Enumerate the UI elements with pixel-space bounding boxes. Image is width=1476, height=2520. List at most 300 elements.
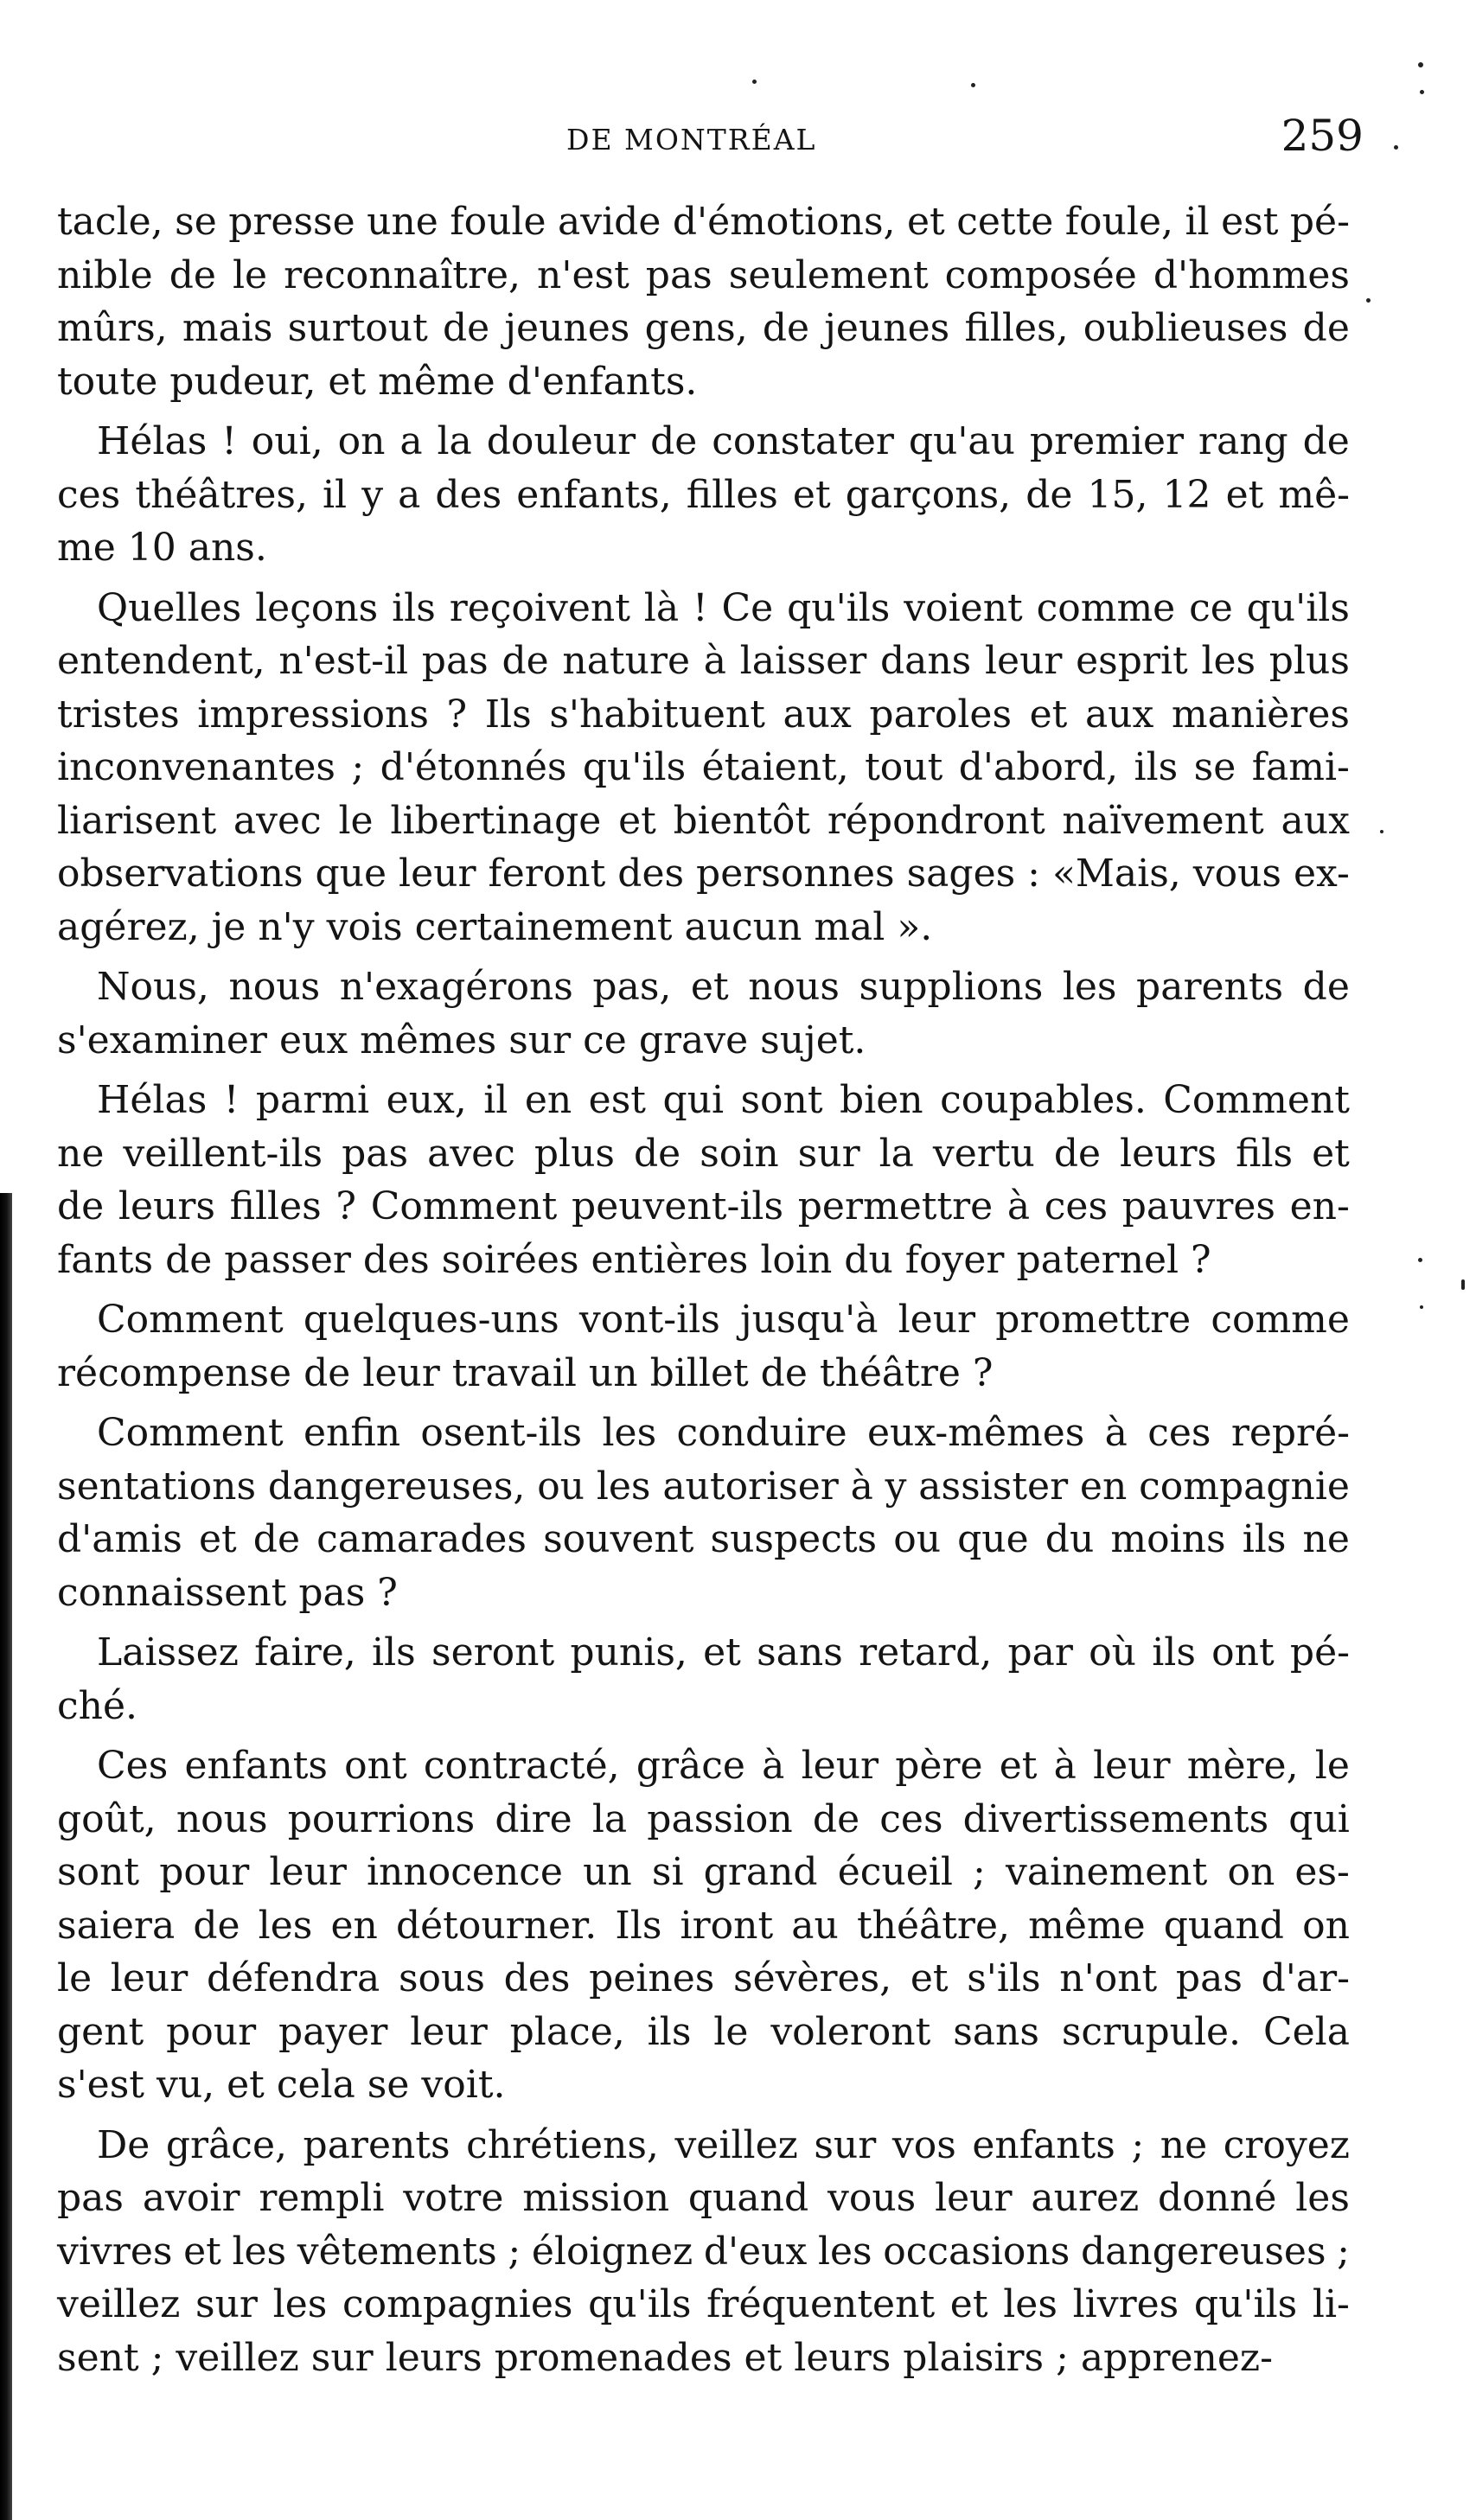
page-binding-edge — [0, 1193, 12, 2520]
word: théâtres, — [135, 472, 308, 517]
word: ; — [1337, 2229, 1350, 2274]
word: souvent — [543, 1517, 694, 1561]
word: veillez — [57, 2282, 181, 2326]
text-line — [57, 415, 1350, 469]
word: ex- — [1293, 852, 1350, 896]
word: de — [812, 1796, 860, 1841]
word: ils — [1152, 1630, 1196, 1675]
text-line: récompense de leur travail un billet de théâtre ? — [57, 1350, 994, 1395]
word: surtout — [287, 306, 428, 350]
word: es- — [1294, 1850, 1350, 1894]
text-line: fants de passer des soirées entières loin du foyer paternel ? — [57, 1237, 1211, 1282]
word: grâce, — [165, 2122, 287, 2167]
word: aux — [783, 692, 852, 737]
word: dans — [879, 639, 972, 683]
word: les — [232, 2229, 287, 2274]
word: foule — [450, 200, 546, 244]
word: goût, — [57, 1796, 157, 1841]
word: Hélas — [97, 419, 208, 463]
word: et — [690, 965, 729, 1009]
word: croyez — [1223, 2122, 1350, 2167]
word: détourner. — [395, 1903, 597, 1948]
word: à — [762, 1744, 785, 1788]
word: sous — [398, 1956, 485, 2000]
word: sentations — [57, 1464, 257, 1509]
word: repré- — [1230, 1411, 1350, 1455]
word: occasions — [883, 2229, 1070, 2274]
scan-speck — [1418, 1258, 1422, 1262]
word: presse — [228, 200, 355, 244]
word: aurez — [1031, 2176, 1140, 2220]
word: comme — [1211, 1298, 1350, 1342]
word: conduire — [676, 1411, 847, 1455]
word: ils — [647, 2009, 692, 2054]
text-line — [57, 2172, 1350, 2225]
word: qu'ils — [1246, 585, 1350, 630]
word: Nous, — [97, 965, 209, 1009]
paragraph-gap — [57, 954, 1350, 960]
word: rempli — [259, 2176, 385, 2220]
paragraph-gap — [57, 2112, 1350, 2119]
paragraph-gap — [57, 1619, 1350, 1626]
word: mê- — [1278, 472, 1350, 517]
word: Ils — [615, 1903, 662, 1948]
word: enfin — [304, 1411, 401, 1455]
word: pas — [57, 2176, 124, 2220]
word: Comment — [97, 1298, 284, 1342]
word: manières — [1171, 692, 1350, 737]
word: de — [443, 306, 490, 350]
word: Hélas — [97, 1078, 208, 1122]
word: assister — [918, 1464, 1069, 1509]
word: «Mais, — [1051, 852, 1181, 896]
word: leçons — [255, 585, 379, 630]
word: pourrions — [287, 1796, 476, 1841]
word: sans — [953, 2009, 1039, 2054]
scan-speck — [1380, 830, 1383, 833]
word: a — [399, 419, 423, 463]
word: ; — [508, 2229, 521, 2274]
text-line: agérez, je n'y vois certainement aucun mal ». — [57, 904, 933, 949]
word: enfants, — [516, 472, 672, 517]
word: compagnies — [342, 2282, 573, 2326]
word: vainement — [1006, 1850, 1208, 1894]
word: pour — [166, 2009, 257, 2054]
word: pas — [421, 639, 489, 683]
word: et — [183, 2229, 221, 2274]
word: li- — [1312, 2282, 1350, 2326]
word: entendent, — [57, 639, 265, 683]
word: pas — [645, 252, 712, 297]
word: nous — [748, 965, 840, 1009]
word: qui — [662, 1078, 725, 1122]
text-line — [57, 195, 1350, 249]
word: coupables. — [940, 1078, 1147, 1122]
body-text — [57, 195, 1350, 2384]
word: qu'ils — [588, 2282, 692, 2326]
text-line — [57, 1513, 1350, 1566]
word: grand — [703, 1850, 818, 1894]
word: retard, — [859, 1630, 993, 1675]
word: naïvement — [1062, 798, 1264, 843]
word: bien — [840, 1078, 923, 1122]
word: les — [272, 2282, 328, 2326]
text-line — [57, 1407, 1350, 1460]
word: le — [57, 1956, 93, 2000]
text-line — [57, 847, 1350, 901]
text-line — [57, 1739, 1350, 1793]
word: seront — [431, 1630, 555, 1675]
word: personnes — [696, 852, 895, 896]
paragraph-gap — [57, 1067, 1350, 1074]
text-line — [57, 741, 1350, 794]
word: répondront — [827, 798, 1045, 843]
text-line — [57, 794, 1350, 848]
word: y — [361, 472, 384, 517]
word: contracté, — [423, 1744, 620, 1788]
word: pas — [342, 1131, 409, 1176]
word: : — [1027, 852, 1040, 896]
text-line — [57, 1899, 1350, 1953]
word: tristes — [57, 692, 180, 737]
word: ; — [1131, 2122, 1145, 2167]
word: gent — [57, 2009, 144, 2054]
word: on — [1302, 1903, 1350, 1948]
word: s'ils — [967, 1956, 1041, 2000]
word: ont — [1211, 1630, 1275, 1675]
word: Ce — [721, 585, 774, 630]
word: promettre — [995, 1298, 1192, 1342]
word: douleur — [486, 419, 636, 463]
word: ne — [57, 1131, 105, 1176]
text-line — [57, 2119, 1350, 2172]
word: et — [792, 472, 831, 517]
word: les — [1003, 2282, 1057, 2326]
word: fils — [1236, 1131, 1294, 1176]
text-line — [57, 1793, 1350, 1847]
word: compagnie — [1139, 1464, 1350, 1509]
word: pauvres — [1121, 1184, 1275, 1228]
word: voient — [904, 585, 1023, 630]
word: et — [999, 1744, 1038, 1788]
word: se — [1193, 745, 1236, 789]
text-line — [57, 2006, 1350, 2059]
word: pour — [159, 1850, 250, 1894]
word: les — [817, 2229, 872, 2274]
word: ; — [351, 745, 365, 789]
word: sur — [814, 2122, 877, 2167]
word: leur — [1093, 1744, 1171, 1788]
word: quelques-uns — [303, 1298, 559, 1342]
word: d'hommes — [1153, 252, 1350, 297]
word: la — [879, 1131, 914, 1176]
word: autoriser — [662, 1464, 839, 1509]
word: soin — [700, 1131, 779, 1176]
word: d'amis — [57, 1517, 182, 1561]
word: vous — [827, 2176, 917, 2220]
word: leur — [110, 1956, 188, 2000]
word: mûrs, — [57, 306, 168, 350]
word: ou — [537, 1464, 585, 1509]
paragraph-gap — [57, 1286, 1350, 1293]
word: dire — [495, 1796, 572, 1841]
word: voleront — [770, 2009, 931, 2054]
word: parents — [1136, 965, 1284, 1009]
text-line: me 10 ans. — [57, 526, 267, 570]
word: de — [193, 1903, 240, 1948]
word: parents — [303, 2122, 450, 2167]
word: ils — [392, 585, 436, 630]
word: et — [1225, 472, 1264, 517]
word: les — [1295, 2176, 1350, 2220]
word: le — [338, 798, 374, 843]
word: filles — [229, 1184, 322, 1228]
word: ce — [1189, 585, 1233, 630]
scan-speck — [971, 83, 975, 87]
word: qui — [1288, 1796, 1350, 1841]
word: feront — [488, 852, 606, 896]
word: ? — [446, 692, 468, 737]
word: divertissements — [962, 1796, 1269, 1841]
word: est — [588, 1078, 646, 1122]
text-line: connaissent pas ? — [57, 1570, 398, 1615]
word: inconvenantes — [57, 745, 335, 789]
text-line — [57, 1074, 1350, 1127]
word: il — [483, 1078, 508, 1122]
word: constater — [712, 419, 894, 463]
word: enfants — [972, 2122, 1115, 2167]
word: avec — [427, 1131, 515, 1176]
word: tacle, — [57, 200, 163, 244]
text-line — [57, 302, 1350, 355]
scan-speck — [752, 80, 757, 84]
word: ne — [1160, 2122, 1208, 2167]
word: d'eux — [703, 2229, 808, 2274]
word: d'abord, — [958, 745, 1119, 789]
word: en — [330, 1903, 378, 1948]
word: 12 — [1162, 472, 1211, 517]
text-line — [57, 1293, 1350, 1347]
word: écueil — [837, 1850, 953, 1894]
word: seulement — [728, 252, 929, 297]
word: que — [315, 852, 387, 896]
word: livres — [1072, 2282, 1179, 2326]
word: votre — [403, 2176, 504, 2220]
word: supplions — [859, 965, 1044, 1009]
word: faire, — [254, 1630, 356, 1675]
text-line: ché. — [57, 1683, 138, 1728]
word: bientôt — [673, 798, 811, 843]
text-line — [57, 635, 1350, 688]
word: des — [617, 852, 685, 896]
word: quand — [687, 2176, 809, 2220]
word: un — [583, 1850, 632, 1894]
word: Comment — [1163, 1078, 1350, 1122]
word: défendra — [206, 1956, 380, 2000]
word: oublieuses — [1083, 306, 1288, 350]
word: foule, — [1064, 200, 1173, 244]
word: vous — [1192, 852, 1281, 896]
word: chrétiens, — [466, 2122, 659, 2167]
word: et — [949, 2282, 988, 2326]
word: et — [910, 1956, 949, 2000]
word: Comment — [370, 1184, 558, 1228]
word: éloignez — [531, 2229, 693, 2274]
word: qu'ils — [1193, 2282, 1298, 2326]
text-line — [57, 1460, 1350, 1514]
word: gens, — [644, 306, 748, 350]
text-line: s'est vu, et cela se voit. — [57, 2063, 506, 2107]
paragraph-gap — [57, 1400, 1350, 1407]
word: pé- — [1289, 1630, 1350, 1675]
word: en — [524, 1078, 572, 1122]
word: n'ont — [1059, 1956, 1158, 2000]
word: sont — [740, 1078, 823, 1122]
word: eux-mêmes — [866, 1411, 1085, 1455]
word: ils — [1134, 745, 1179, 789]
word: la — [437, 419, 472, 463]
word: moins — [1110, 1517, 1226, 1561]
word: fréquentent — [706, 2282, 936, 2326]
word: qu'au — [908, 419, 1015, 463]
word: plus — [1268, 639, 1350, 683]
word: n'est-il — [278, 639, 409, 683]
word: les — [258, 1903, 313, 1948]
word: étaient, — [701, 745, 849, 789]
text-line — [57, 960, 1350, 1014]
word: passion — [647, 1796, 793, 1841]
page-number: 259 — [1281, 111, 1364, 161]
word: scrupule. — [1061, 2009, 1242, 2054]
scan-speck — [1366, 298, 1371, 303]
word: se — [175, 200, 217, 244]
word: aux — [1084, 692, 1154, 737]
word: reconnaître, — [284, 252, 521, 297]
word: y — [885, 1464, 907, 1509]
word: a — [398, 472, 421, 517]
word: avoir — [142, 2176, 240, 2220]
word: comme — [1036, 585, 1176, 630]
word: peuvent-ils — [572, 1184, 784, 1228]
word: pas, — [592, 965, 672, 1009]
word: libertinage — [390, 798, 602, 843]
word: les — [602, 1411, 657, 1455]
word: jusqu'à — [740, 1298, 879, 1342]
word: les — [1062, 965, 1117, 1009]
scan-speck — [1461, 1279, 1465, 1290]
word: tout — [865, 745, 943, 789]
word: iront — [680, 1903, 774, 1948]
word: leur — [399, 852, 476, 896]
word: nous — [176, 1796, 268, 1841]
word: ou — [893, 1517, 942, 1561]
word: grâce — [636, 1744, 745, 1788]
word: ; — [973, 1850, 986, 1894]
text-line — [57, 1127, 1350, 1181]
word: fami- — [1251, 745, 1350, 789]
word: vont-ils — [578, 1298, 720, 1342]
word: des — [435, 472, 502, 517]
word: leur — [269, 1850, 347, 1894]
word: leur — [898, 1298, 976, 1342]
text-line — [57, 1846, 1350, 1899]
word: ! — [221, 419, 237, 463]
word: ! — [223, 1078, 240, 1122]
word: est — [1221, 200, 1279, 244]
word: où — [1089, 1630, 1136, 1675]
word: filles — [686, 472, 778, 517]
word: donné — [1158, 2176, 1277, 2220]
word: liarisent — [57, 798, 217, 843]
word: n'est — [537, 252, 629, 297]
word: paroles — [869, 692, 1013, 737]
word: vivres — [57, 2229, 173, 2274]
word: les — [1201, 639, 1256, 683]
word: place, — [509, 2009, 625, 2054]
word: des — [503, 1956, 571, 2000]
word: parmi — [255, 1078, 370, 1122]
word: et — [1312, 1131, 1350, 1176]
word: théâtre, — [856, 1903, 1010, 1948]
scan-speck — [1394, 145, 1398, 150]
word: impressions — [197, 692, 429, 737]
word: à — [850, 1464, 873, 1509]
word: et — [907, 200, 945, 244]
word: jeunes — [824, 306, 950, 350]
scan-speck — [1418, 62, 1423, 67]
word: n'exagérons — [339, 965, 573, 1009]
word: d'étonnés — [380, 745, 567, 789]
word: leur — [410, 2009, 488, 2054]
word: innocence — [366, 1850, 563, 1894]
word: oui, — [251, 419, 323, 463]
page-header — [0, 111, 1476, 163]
word: mais — [182, 306, 273, 350]
word: d'émotions, — [672, 200, 896, 244]
word: de — [1302, 965, 1350, 1009]
word: que — [957, 1517, 1029, 1561]
paragraph-gap — [57, 575, 1350, 582]
word: saiera — [57, 1903, 176, 1948]
word: on — [337, 419, 386, 463]
running-head: DE MONTRÉAL — [566, 123, 817, 156]
word: le — [232, 252, 268, 297]
word: permettre — [797, 1184, 994, 1228]
word: s'habituent — [549, 692, 765, 737]
word: sur — [195, 2282, 258, 2326]
word: reçoivent — [449, 585, 630, 630]
text-line — [57, 688, 1350, 742]
word: Laissez — [97, 1630, 239, 1675]
word: ? — [335, 1184, 357, 1228]
word: leurs — [1120, 1131, 1217, 1176]
word: du — [1045, 1517, 1095, 1561]
word: ces — [1044, 1184, 1109, 1228]
word: sans — [757, 1630, 843, 1675]
word: de — [502, 639, 549, 683]
text-line: sent ; veillez sur leurs promenades et leurs plaisirs ; apprenez- — [57, 2335, 1273, 2380]
word: garçons, — [845, 472, 1012, 517]
word: Ces — [97, 1744, 169, 1788]
word: même — [1028, 1903, 1146, 1948]
word: et — [618, 798, 656, 843]
word: de — [57, 1184, 105, 1228]
word: il — [322, 472, 348, 517]
text-line — [57, 2278, 1350, 2332]
word: Ils — [484, 692, 532, 737]
word: pas — [1175, 1956, 1243, 2000]
word: qu'ils — [582, 745, 687, 789]
